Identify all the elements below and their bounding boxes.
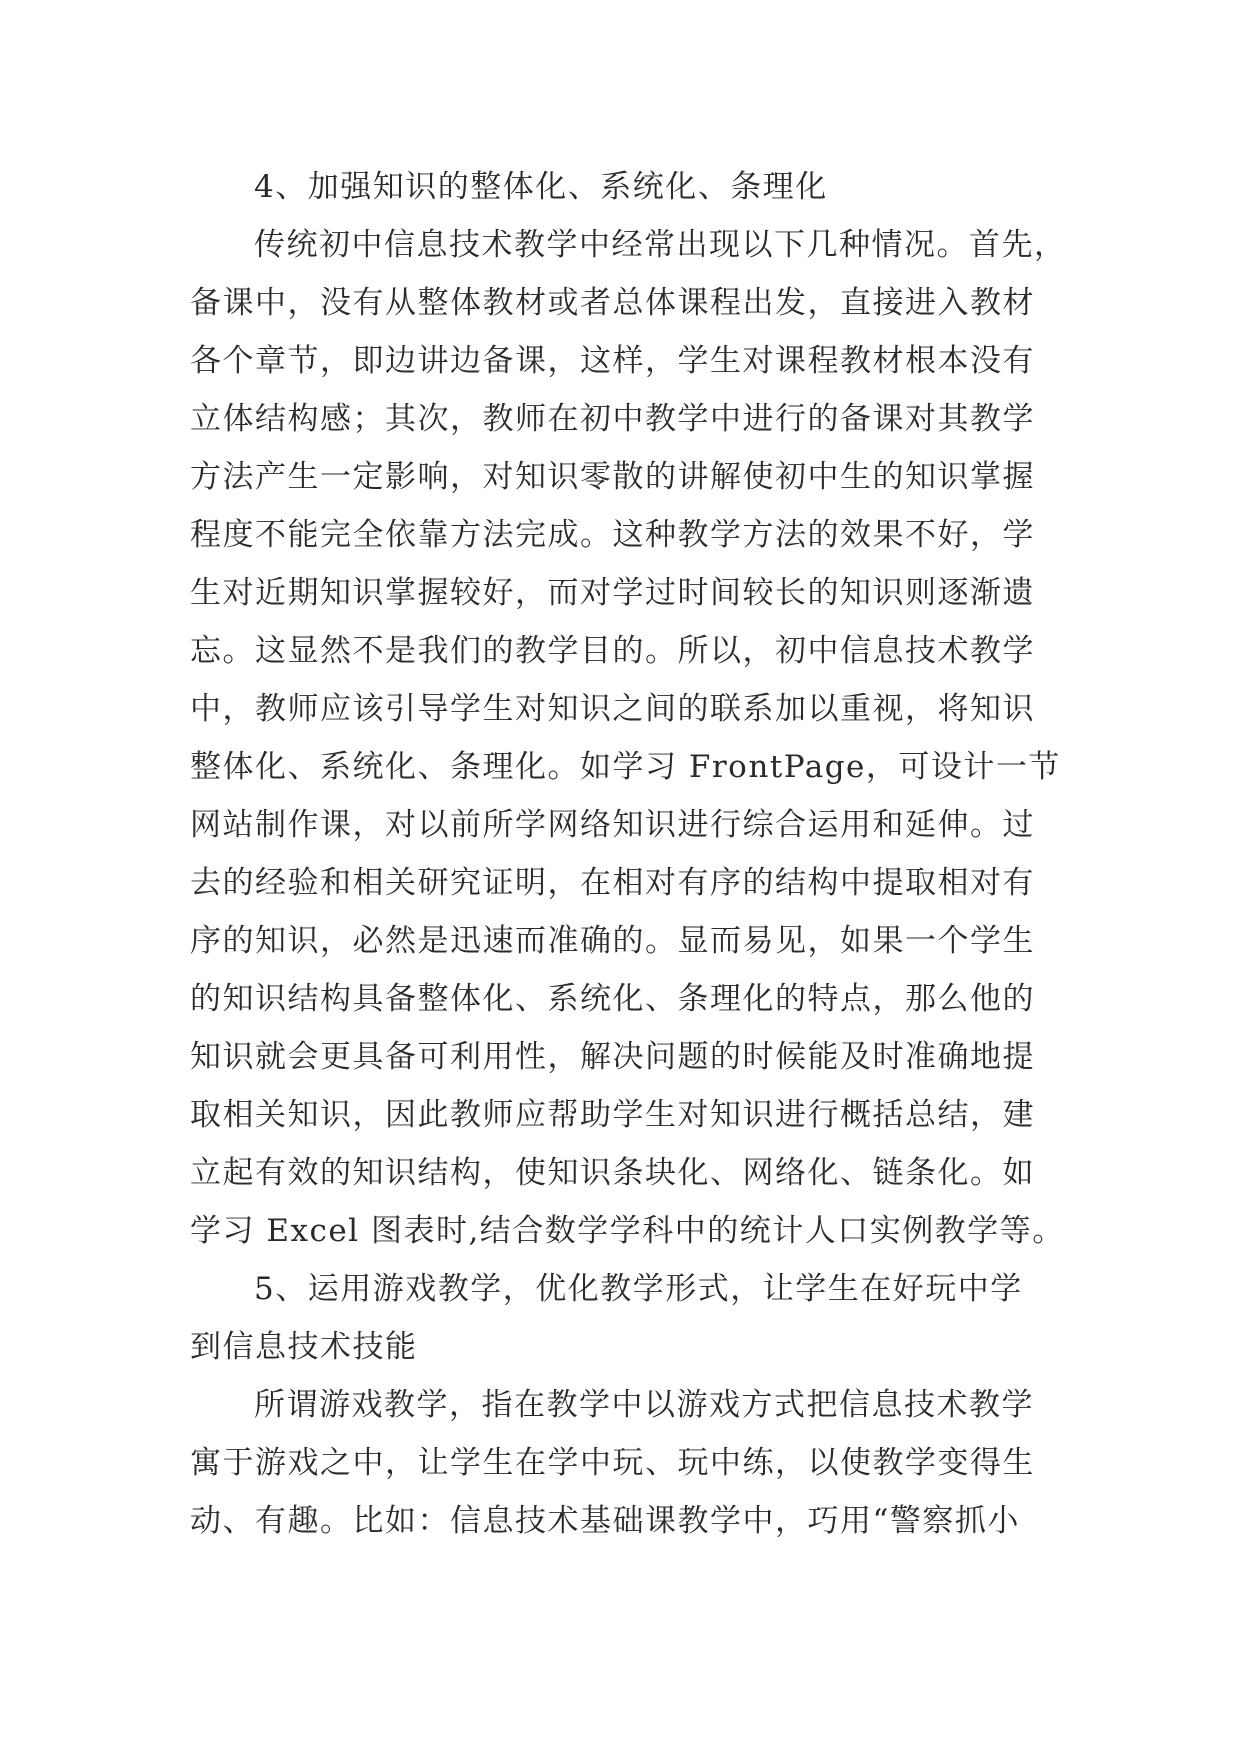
paragraph-line: 所谓游戏教学，指在教学中以游戏方式把信息技术教学 <box>254 1387 1034 1423</box>
paragraph-line: 序的知识，必然是迅速而准确的。显而易见，如果一个学生 <box>190 923 1035 959</box>
paragraph-line: 生对近期知识掌握较好，而对学过时间较长的知识则逐渐遗 <box>190 575 1035 611</box>
paragraph-line: 去的经验和相关研究证明，在相对有序的结构中提取相对有 <box>190 865 1035 901</box>
paragraph-line: 寓于游戏之中，让学生在学中玩、玩中练，以使教学变得生 <box>190 1445 1035 1481</box>
paragraph-line: 学习 Excel 图表时,结合数学学科中的统计人口实例教学等。 <box>190 1213 1065 1249</box>
paragraph-line: 立体结构感；其次，教师在初中教学中进行的备课对其教学 <box>190 401 1035 437</box>
paragraph-line: 动、有趣。比如：信息技术基础课教学中，巧用“警察抓小 <box>190 1503 1020 1539</box>
section-heading-4: 4、加强知识的整体化、系统化、条理化 <box>254 169 828 205</box>
body-text <box>190 158 1090 1550</box>
paragraph-line: 整体化、系统化、条理化。如学习 FrontPage，可设计一节 <box>190 749 1061 785</box>
paragraph-line: 各个章节，即边讲边备课，这样，学生对课程教材根本没有 <box>190 343 1035 379</box>
paragraph-line: 程度不能完全依靠方法完成。这种教学方法的效果不好，学 <box>190 517 1035 553</box>
paragraph-line: 忘。这显然不是我们的教学目的。所以，初中信息技术教学 <box>190 633 1035 669</box>
paragraph-line: 备课中，没有从整体教材或者总体课程出发，直接进入教材 <box>190 285 1035 321</box>
section-heading-5-continued: 到信息技术技能 <box>190 1329 418 1365</box>
section-heading-5: 5、运用游戏教学，优化教学形式，让学生在好玩中学 <box>254 1271 1023 1307</box>
paragraph-line: 网站制作课，对以前所学网络知识进行综合运用和延伸。过 <box>190 807 1035 843</box>
paragraph-line: 知识就会更具备可利用性，解决问题的时候能及时准确地提 <box>190 1039 1035 1075</box>
paragraph-line: 立起有效的知识结构，使知识条块化、网络化、链条化。如 <box>190 1155 1035 1191</box>
paragraph-line: 方法产生一定影响，对知识零散的讲解使初中生的知识掌握 <box>190 459 1035 495</box>
paragraph-line: 传统初中信息技术教学中经常出现以下几种情况。首先， <box>254 227 1067 263</box>
paragraph-line: 取相关知识，因此教师应帮助学生对知识进行概括总结，建 <box>190 1097 1035 1133</box>
paragraph-line: 中，教师应该引导学生对知识之间的联系加以重视，将知识 <box>190 691 1035 727</box>
paragraph-line: 的知识结构具备整体化、系统化、条理化的特点，那么他的 <box>190 981 1035 1017</box>
